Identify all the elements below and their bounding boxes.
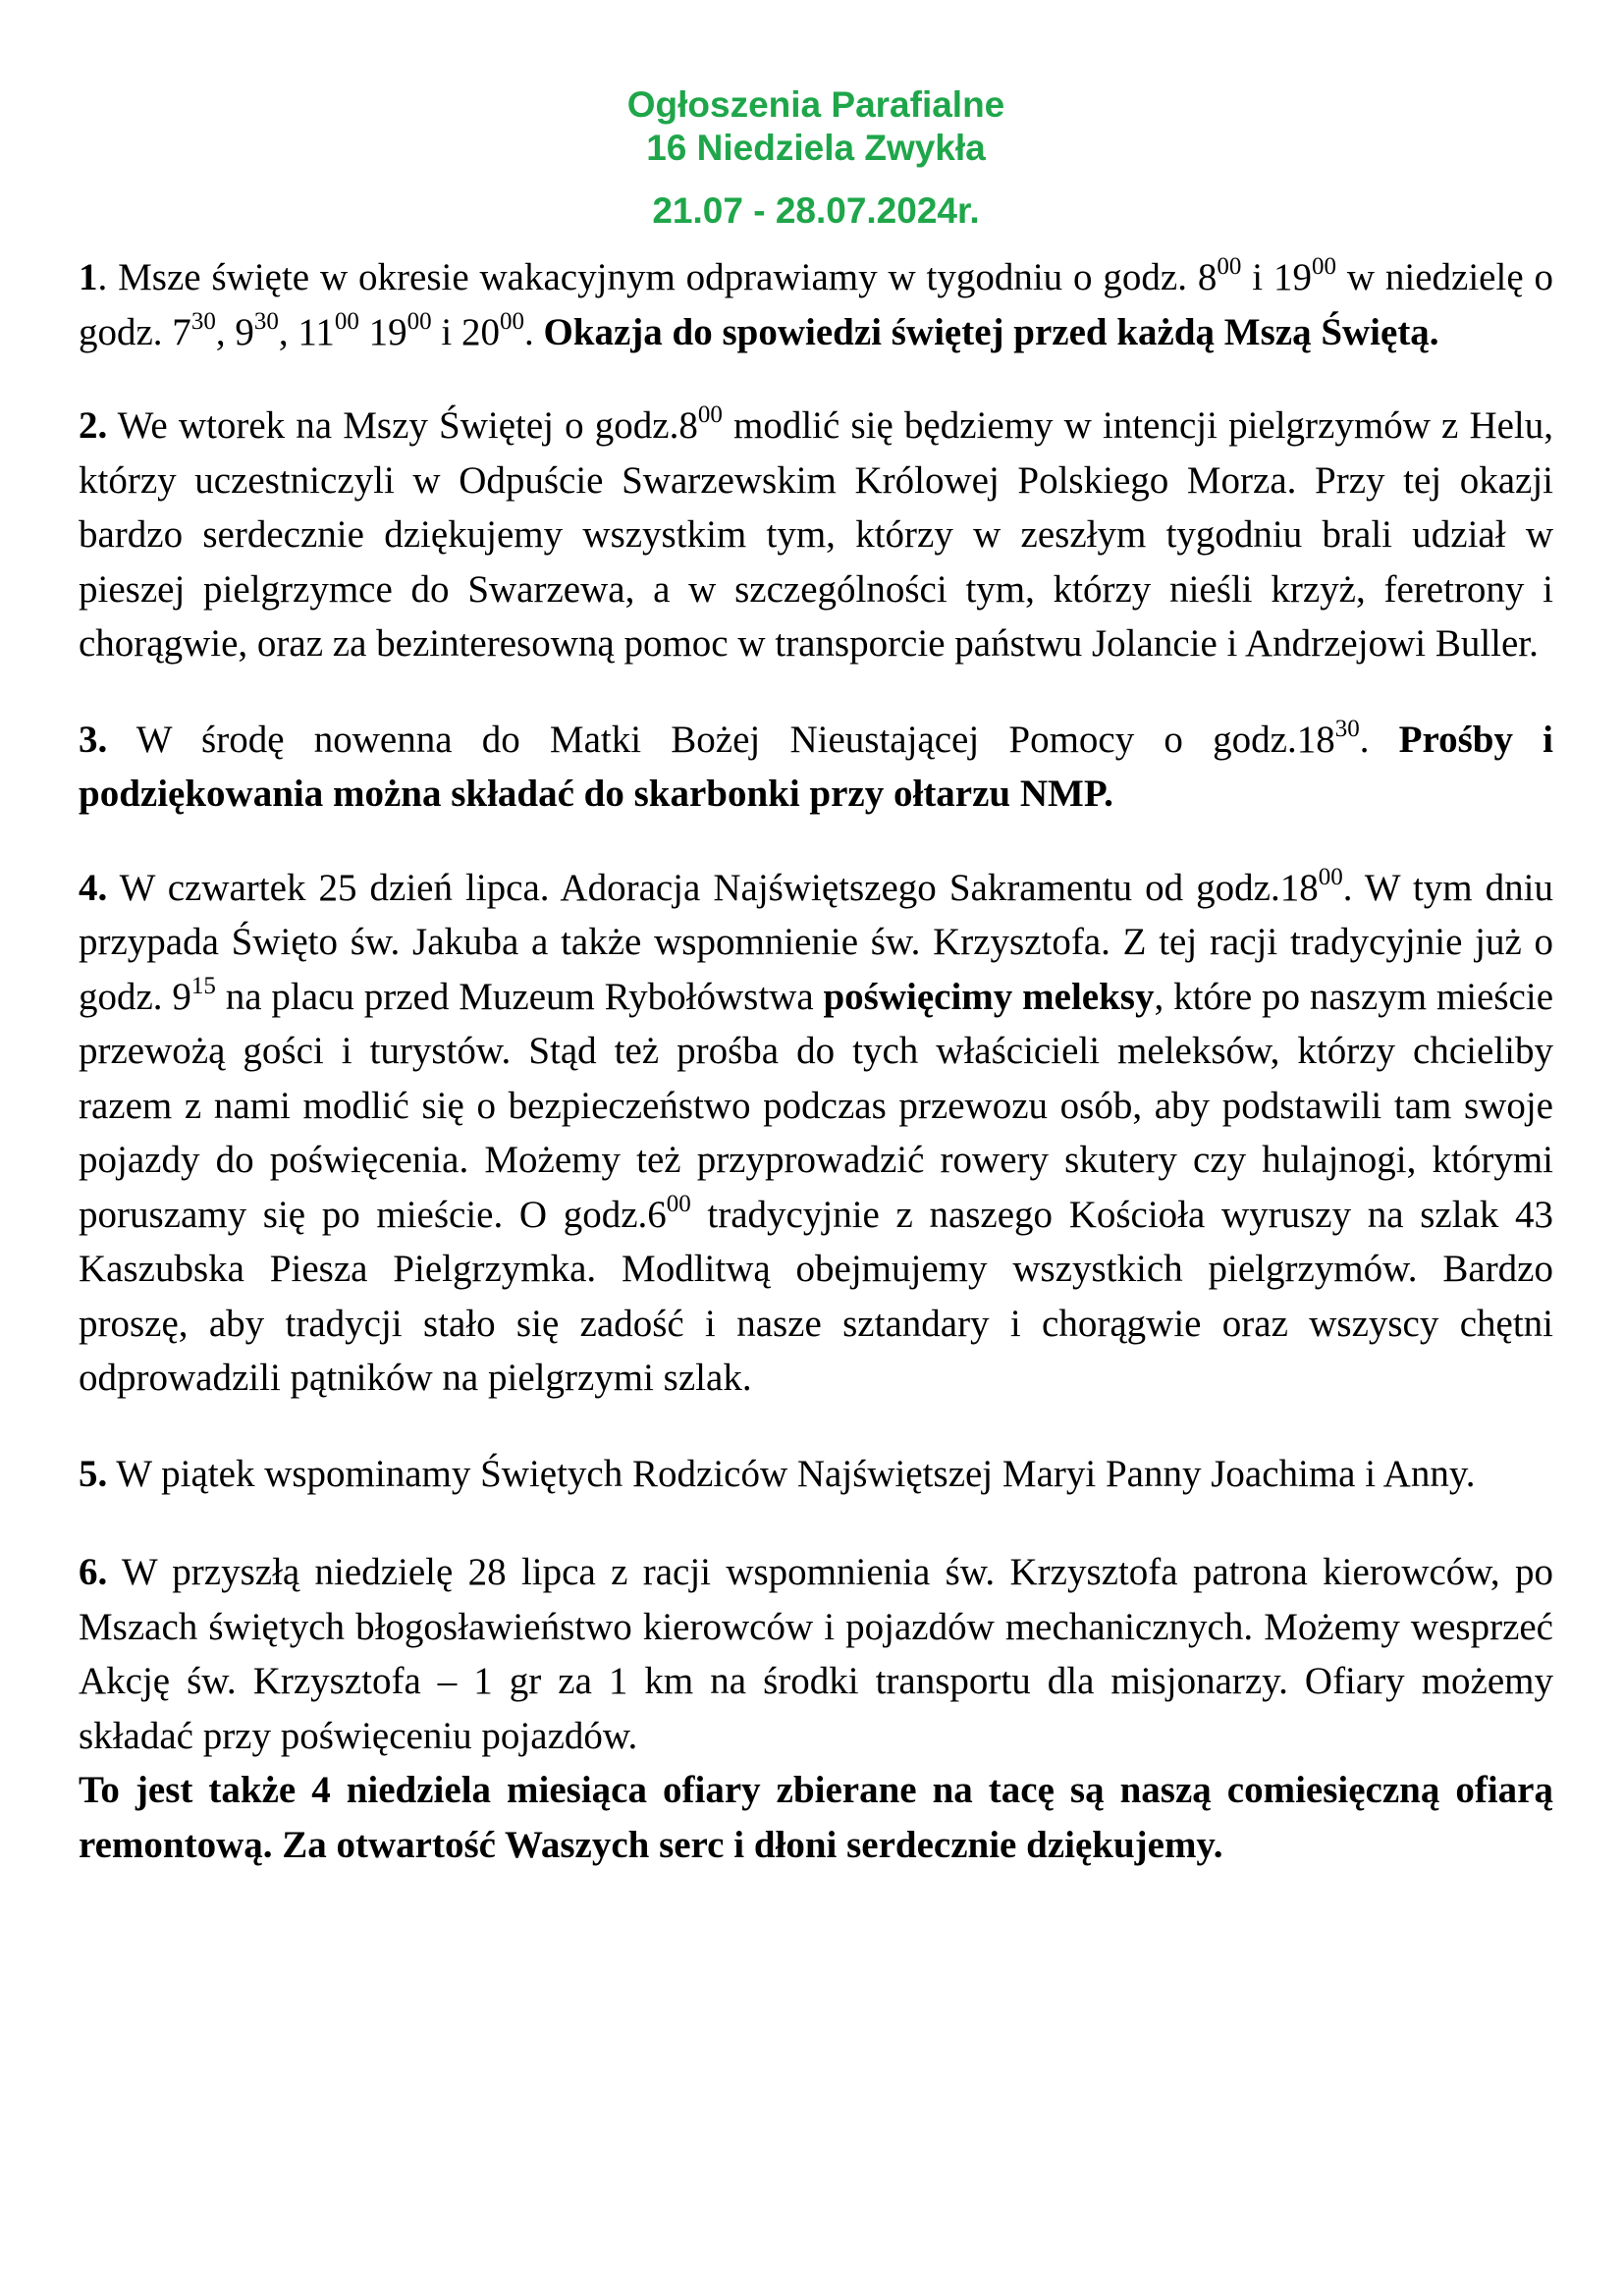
text: W czwartek 25 dzień lipca. Adoracja Najświętszego Sakramentu od godz.18 (107, 866, 1319, 909)
text: , 9 (215, 310, 254, 353)
superscript: 00 (1318, 863, 1343, 890)
text: i 20 (431, 310, 500, 353)
superscript: 30 (1334, 715, 1360, 742)
superscript: 00 (499, 307, 524, 335)
text: na placu przed Muzeum Rybołówstwa (215, 975, 824, 1018)
text: W środę nowenna do Matki Bożej Nieustającej Pomocy o godz.18 (107, 718, 1335, 761)
text: , które po naszym mieście przewożą gości i turystów. Stąd też prośba do tych właścicieli meleksów, którzy chcieliby razem z nami modlić się o bezpieczeństwo podczas przewozu osób, aby podstawili tam swoje pojazdy do poświęcenia. Możemy też przyprowadzić rowery skutery czy hulajnogi, którymi poruszamy się po mieście. O godz.6 (79, 975, 1554, 1236)
superscript: 00 (1217, 253, 1242, 280)
superscript: 30 (190, 307, 216, 335)
bold-text: To jest także 4 niedziela miesiąca ofiary zbierane na tacę są naszą comiesięczną ofiarą remontową. Za otwartość Waszych serc i dłoni serdecznie dziękujemy. (79, 1769, 1553, 1866)
text: . (523, 310, 544, 353)
superscript: 30 (253, 307, 279, 335)
superscript: 00 (1311, 253, 1336, 280)
item-number: 2. (79, 404, 108, 447)
text: W przyszłą niedzielę 28 lipca z racji wspomnienia św. Krzysztofa patrona kierowców, po Mszach świętych błogosławieństwo kierowców i pojazdów mechanicznych. Możemy wesprzeć Akcję św. Krzysztofa – 1 gr za 1 km na środki transportu dla misjonarzy. Ofiary możemy składać przy poświęceniu pojazdów. (79, 1551, 1553, 1757)
item-number: 6. (79, 1551, 108, 1593)
superscript: 00 (666, 1190, 691, 1217)
page-title: Ogłoszenia Parafialne (626, 84, 1005, 125)
superscript: 00 (406, 307, 432, 335)
announcement-3 (79, 713, 1553, 822)
page-subtitle: 16 Niedziela Zwykła (646, 128, 986, 168)
item-number: 3. (79, 718, 108, 761)
superscript: 15 (190, 972, 216, 999)
text: modlić się będziemy w intencji pielgrzymów z Helu, którzy uczestniczyli w Odpuście Swarzewskim Królowej Polskiego Morza. Przy tej okazji bardzo serdecznie dziękujemy wszystkim tym, którzy w zeszłym tygodniu brali udział w pieszej pielgrzymce do Swarzewa, a w szczególności tym, którzy nieśli krzyż, feretrony i chorągwie, oraz za bezinteresowną pomoc w transporcie państwu Jolancie i Andrzejowi Buller. (79, 404, 1554, 665)
text: W piątek wspominamy Świętych Rodziców Najświętszej Maryi Panny Joachima i Anny. (107, 1452, 1476, 1495)
closing-note (79, 1763, 1553, 1872)
superscript: 00 (334, 307, 359, 335)
text: w niedzielę o godz. 7 (79, 256, 1554, 353)
header (79, 83, 1553, 233)
announcement-1 (79, 250, 1553, 359)
item-number: 5. (79, 1452, 108, 1495)
text: i 19 (1241, 256, 1312, 298)
date-range: 21.07 - 28.07.2024r. (652, 190, 980, 231)
announcement-6 (79, 1545, 1553, 1763)
text: We wtorek na Mszy Świętej o godz.8 (107, 404, 698, 447)
announcement-5 (79, 1447, 1553, 1502)
text: tradycyjnie z naszego Kościoła wyruszy na szlak 43 Kaszubska Piesza Pielgrzymka. Modlitwą obejmujemy wszystkich pielgrzymów. Bardzo proszę, aby tradycji stało się zadość i nasze sztandary i chorągwie oraz wszyscy chętni odprowadzili pątników na pielgrzymi szlak. (79, 1193, 1553, 1399)
announcement-4 (79, 861, 1553, 1406)
text: 19 (358, 310, 407, 353)
text: . Msze święte w okresie wakacyjnym odprawiamy w tygodniu o godz. 8 (97, 256, 1218, 298)
bold-text: Prośby i podziękowania można składać do skarbonki przy ołtarzu NMP. (79, 718, 1553, 815)
bold-text: poświęcimy meleksy (823, 975, 1155, 1018)
text: . (1359, 718, 1399, 761)
bold-text: Okazja do spowiedzi świętej przed każdą Mszą Świętą. (543, 310, 1439, 353)
text: , 11 (278, 310, 335, 353)
announcement-2 (79, 399, 1553, 671)
announcement-page (79, 83, 1553, 1872)
superscript: 00 (697, 401, 723, 428)
item-number: 1 (79, 256, 98, 298)
item-number: 4. (79, 866, 108, 909)
text: . W tym dniu przypada Święto św. Jakuba a także wspomnienie św. Krzysztofa. Z tej racji tradycyjnie już o godz. 9 (79, 866, 1553, 1018)
